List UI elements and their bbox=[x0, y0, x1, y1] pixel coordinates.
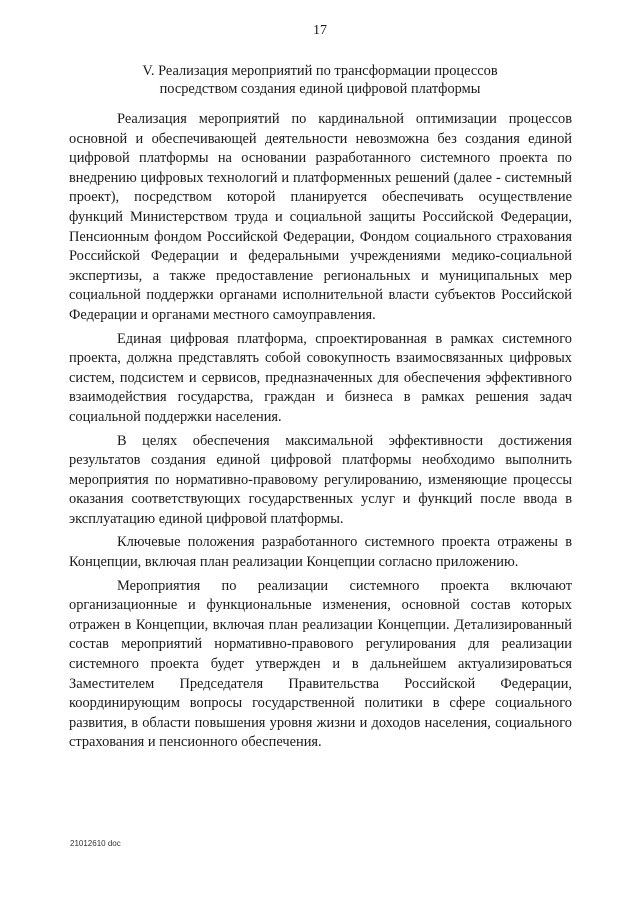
paragraph-5: Мероприятия по реализации системного проекта включают организационные и функциональные изменения, основной состав которых отражен в Концепции, включая план реализации Концепции. Детализированный состав мероприятий нормативно-правового регулирования для реализации системного проекта будет утвержден и в дальнейшем актуализироваться Заместителем Председателя Правительства Российской Федерации, координирующим вопросы государственной политики в сфере социального развития, в области повышения уровня жизни и доходов населения, социального страхования и пенсионного обеспечения. bbox=[69, 577, 572, 751]
footer-document-code: 21012610 doc bbox=[70, 839, 121, 848]
section-title-line-2: посредством создания единой цифровой платформы bbox=[159, 81, 481, 97]
paragraph-4: Ключевые положения разработанного системного проекта отражены в Концепции, включая план реализации Концепции согласно приложению. bbox=[69, 534, 572, 571]
paragraph-1: Реализация мероприятий по кардинальной оптимизации процессов основной и обеспечивающей деятельности невозможна без создания единой цифровой платформы на основании разработанного системного проекта по внедрению цифровых технологий и платформенных решений (далее - системный проект), посредством которой планируется обеспечивать осуществление функций Министерством труда и социальной защиты Российской Федерации, Пенсионным фондом Российской Федерации, Фондом социального страхования Российской Федерации и федеральными учреждениями медико-социальной экспертизы, а также предоставление региональных и муниципальных мер социальной поддержки органами исполнительной власти субъектов Российской Федерации и органами местного самоуправления. bbox=[69, 111, 572, 323]
paragraph-2: Единая цифровая платформа, спроектированная в рамках системного проекта, должна представлять собой совокупность взаимосвязанных цифровых систем, подсистем и сервисов, предназначенных для обеспечения эффективного взаимодействия государства, граждан и бизнеса в рамках решения задач социальной поддержки населения. bbox=[69, 330, 572, 425]
section-title-line-1: V. Реализация мероприятий по трансформации процессов bbox=[142, 63, 498, 79]
page-number: 17 bbox=[313, 23, 327, 38]
paragraph-3: В целях обеспечения максимальной эффективности достижения результатов создания единой цифровой платформы необходимо выполнить мероприятия по нормативно-правовому регулированию, изменяющие процессы оказания соответствующих государственных услуг и функций после ввода в эксплуатацию единой цифровой платформы. bbox=[69, 432, 572, 527]
section-title bbox=[70, 62, 570, 98]
document-body bbox=[69, 110, 572, 757]
